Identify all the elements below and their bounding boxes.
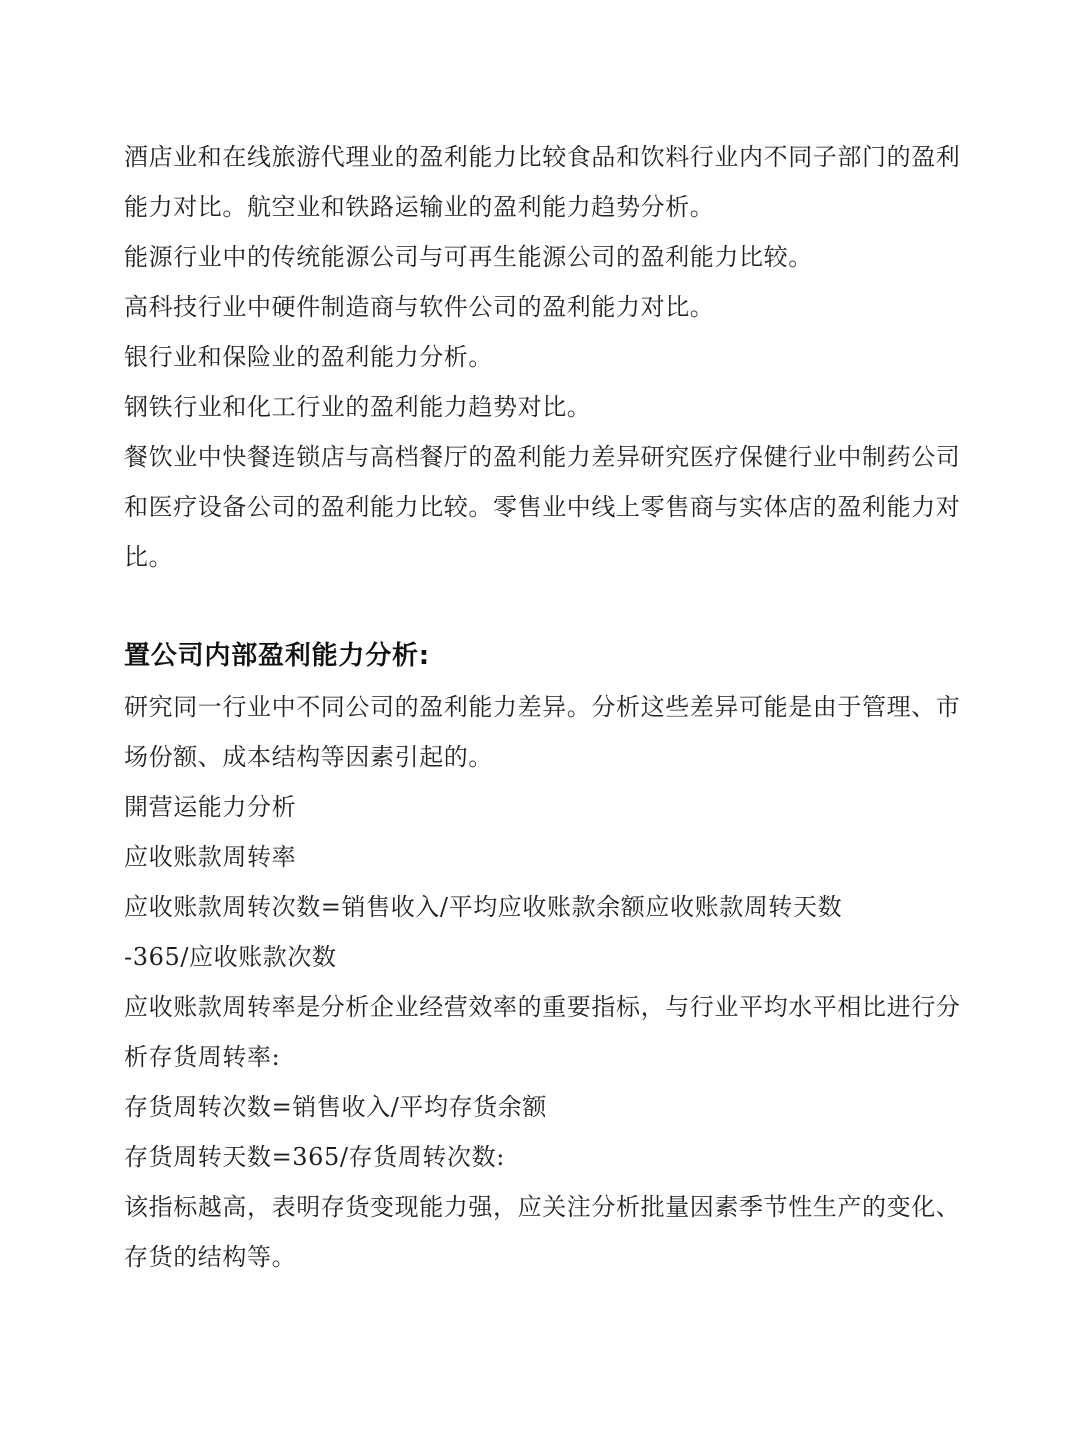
- paragraph-receivables-formula: 应收账款周转次数=销售收入/平均应收账款余额应收账款周转天数: [124, 893, 843, 921]
- paragraph-receivables-note: 应收账款周转率是分析企业经营效率的重要指标，与行业平均水平相比进行分析存货周转率:: [124, 993, 961, 1071]
- section-spacer: [124, 582, 964, 630]
- paragraph-company-differences: 研究同一行业中不同公司的盈利能力差异。分析这些差异可能是由于管理、市场份额、成本结构等因素引起的。: [124, 693, 961, 771]
- paragraph-operating-capacity: 開营运能力分析: [124, 793, 297, 821]
- paragraph-energy: 能源行业中的传统能源公司与可再生能源公司的盈利能力比较。: [124, 243, 813, 271]
- paragraph-receivables-turnover: 应收账款周转率: [124, 843, 297, 871]
- document-body: [124, 132, 964, 1282]
- paragraph-banking: 银行业和保险业的盈利能力分析。: [124, 343, 493, 371]
- paragraph-inventory-note: 该指标越高，表明存货变现能力强，应关注分析批量因素季节性生产的变化、存货的结构等。: [124, 1193, 961, 1271]
- paragraph-hightech: 高科技行业中硬件制造商与软件公司的盈利能力对比。: [124, 293, 715, 321]
- paragraph-steel: 钢铁行业和化工行业的盈利能力趋势对比。: [124, 393, 592, 421]
- section-heading: 置公司内部盈利能力分析:: [124, 641, 430, 671]
- paragraph-catering: 餐饮业中快餐连锁店与高档餐厅的盈利能力差异研究医疗保健行业中制药公司和医疗设备公司的盈利能力比较。零售业中线上零售商与实体店的盈利能力对比。: [124, 443, 961, 571]
- paragraph-receivables-days: -365/应收账款次数: [124, 943, 337, 971]
- paragraph-industry-comparison: 酒店业和在线旅游代理业的盈利能力比较食品和饮料行业内不同子部门的盈利能力对比。航空业和铁路运输业的盈利能力趋势分析。: [124, 143, 961, 221]
- paragraph-inventory-days: 存货周转天数=365/存货周转次数:: [124, 1143, 505, 1171]
- paragraph-inventory-formula: 存货周转次数=销售收入/平均存货余额: [124, 1093, 547, 1121]
